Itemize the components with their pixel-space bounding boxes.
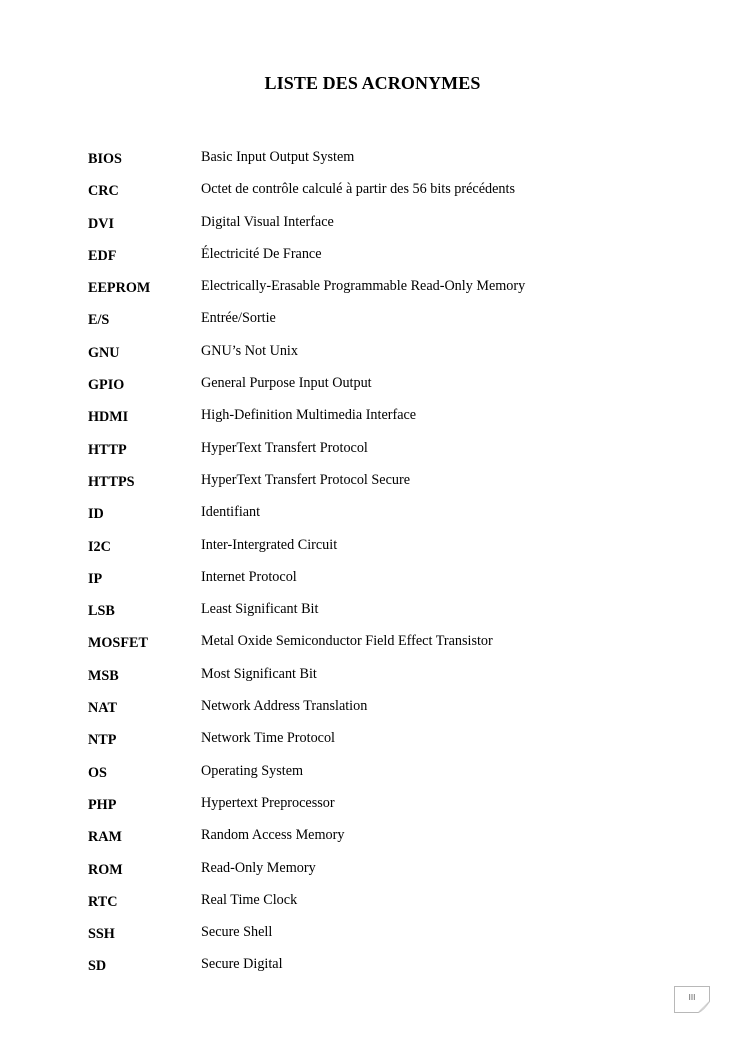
acronym-row: [88, 889, 688, 921]
acronym-row: [88, 953, 688, 985]
acronym-term: SSH: [88, 926, 115, 943]
acronym-term: SD: [88, 958, 107, 975]
acronym-term: LSB: [88, 603, 115, 620]
acronym-definition: HyperText Transfert Protocol Secure: [201, 471, 411, 488]
acronym-row: [88, 824, 688, 856]
acronym-term: I2C: [88, 538, 111, 555]
acronym-row: [88, 630, 688, 662]
acronym-term: NAT: [88, 700, 117, 717]
acronym-term: HDMI: [88, 409, 129, 426]
acronym-row: [88, 921, 688, 953]
acronym-definition: Read-Only Memory: [201, 859, 316, 876]
acronym-row: [88, 501, 688, 533]
acronym-definition: GNU’s Not Unix: [201, 342, 298, 359]
acronym-row: [88, 663, 688, 695]
acronym-row: [88, 404, 688, 436]
acronym-row: [88, 598, 688, 630]
acronym-definition: Network Address Translation: [201, 698, 368, 715]
page-curl-icon: [698, 1001, 710, 1013]
acronym-row: [88, 695, 688, 727]
acronym-definition: Digital Visual Interface: [201, 213, 334, 230]
acronym-row: [88, 534, 688, 566]
acronym-term: NTP: [88, 732, 117, 749]
acronym-row: [88, 340, 688, 372]
acronym-term: RTC: [88, 893, 118, 910]
acronym-definition: Hypertext Preprocessor: [201, 794, 335, 811]
acronym-definition: Network Time Protocol: [201, 730, 335, 747]
acronym-definition: Octet de contrôle calculé à partir des 56 bits précédents: [201, 181, 515, 198]
acronym-term: PHP: [88, 796, 117, 813]
acronym-definition: Most Significant Bit: [201, 665, 317, 682]
acronym-definition: Operating System: [201, 762, 304, 779]
acronym-term: IP: [88, 570, 103, 587]
acronym-definition: Least Significant Bit: [201, 601, 319, 618]
page-number-box: [674, 986, 710, 1013]
acronym-term: DVI: [88, 215, 115, 232]
acronym-definition: Real Time Clock: [201, 891, 298, 908]
acronym-definition: Identifiant: [201, 504, 261, 521]
acronym-row: [88, 437, 688, 469]
acronym-row: [88, 857, 688, 889]
acronym-term: ID: [88, 506, 104, 523]
acronym-definition: Électricité De France: [201, 245, 322, 262]
acronym-term: GPIO: [88, 377, 125, 394]
acronym-row: [88, 275, 688, 307]
acronym-term: E/S: [88, 312, 110, 329]
acronym-row: [88, 146, 688, 178]
acronym-row: [88, 243, 688, 275]
acronym-definition: Random Access Memory: [201, 827, 345, 844]
acronym-definition: Metal Oxide Semiconductor Field Effect Transistor: [201, 633, 493, 650]
acronym-definition: High-Definition Multimedia Interface: [201, 407, 417, 424]
acronym-definition: HyperText Transfert Protocol: [201, 439, 368, 456]
page-title: LISTE DES ACRONYMES: [264, 73, 481, 93]
acronym-definition: Secure Shell: [201, 924, 273, 941]
acronym-row: [88, 178, 688, 210]
acronym-row: [88, 307, 688, 339]
acronym-term: HTTPS: [88, 473, 135, 490]
page-number: III: [688, 993, 696, 1002]
acronym-row: [88, 566, 688, 598]
acronym-definition: Entrée/Sortie: [201, 310, 276, 327]
acronym-term: MOSFET: [88, 635, 148, 652]
acronym-term: BIOS: [88, 151, 122, 167]
acronym-term: RAM: [88, 829, 122, 846]
acronym-row: [88, 372, 688, 404]
acronym-term: EDF: [88, 247, 117, 264]
acronym-row: [88, 760, 688, 792]
acronym-definition: General Purpose Input Output: [201, 375, 372, 392]
acronym-term: GNU: [88, 344, 120, 361]
acronym-term: CRC: [88, 183, 119, 200]
acronym-term: OS: [88, 764, 107, 781]
acronym-row: [88, 792, 688, 824]
acronym-term: HTTP: [88, 441, 127, 458]
acronym-definition: Secure Digital: [201, 956, 283, 973]
acronym-term: ROM: [88, 861, 123, 878]
acronym-definition: Electrically-Erasable Programmable Read-Only Memory: [201, 278, 526, 295]
acronym-term: MSB: [88, 667, 119, 684]
acronym-row: [88, 469, 688, 501]
acronym-definition: Inter-Intergrated Circuit: [201, 536, 338, 553]
acronym-definition: Basic Input Output System: [201, 149, 355, 165]
acronym-row: [88, 211, 688, 243]
acronym-row: [88, 727, 688, 759]
acronym-term: EEPROM: [88, 280, 151, 297]
acronym-list: [88, 146, 688, 986]
acronym-definition: Internet Protocol: [201, 568, 297, 585]
